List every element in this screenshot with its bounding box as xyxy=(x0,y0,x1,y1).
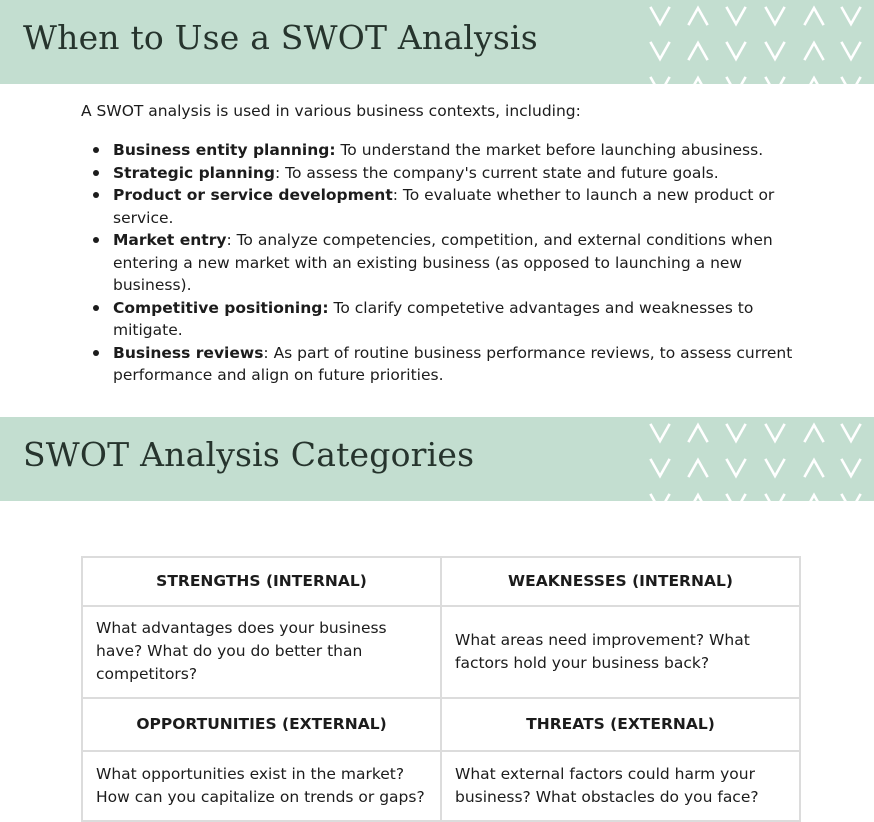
chevron-pattern-icon xyxy=(640,0,874,84)
opportunities-header: OPPORTUNITIES (EXTERNAL) xyxy=(82,698,441,751)
list-item xyxy=(113,184,813,229)
table-row xyxy=(82,557,800,606)
item-term: Strategic planning xyxy=(113,163,275,182)
section-header-band xyxy=(0,0,874,84)
list-item xyxy=(113,229,813,297)
table-row xyxy=(82,751,800,821)
section-header-band xyxy=(0,417,874,501)
section-title: SWOT Analysis Categories xyxy=(23,435,475,474)
list-item xyxy=(113,162,813,185)
item-term: Market entry xyxy=(113,231,227,249)
chevron-pattern-icon xyxy=(640,417,874,501)
opportunities-questions: What opportunities exist in the market? How can you capitalize on trends or gaps? xyxy=(82,751,441,821)
intro-text: A SWOT analysis is used in various business contexts, including: xyxy=(81,102,581,120)
item-text: To understand the market before launching abusiness. xyxy=(335,141,764,159)
weaknesses-header: WEAKNESSES (INTERNAL) xyxy=(441,557,800,606)
table-row xyxy=(82,698,800,751)
list-item xyxy=(113,342,813,387)
item-text: : To analyze competencies, competition, and external conditions when entering a new market with an existing business (as opposed to launching a new business). xyxy=(113,231,773,294)
item-text: : As part of routine business performance reviews, to assess current performance and align on future priorities. xyxy=(113,343,793,384)
item-term: Business entity planning: xyxy=(113,141,336,159)
item-term: Competitive positioning: xyxy=(113,298,329,317)
item-text: To clarify competetive advantages and weaknesses to mitigate. xyxy=(113,298,754,339)
strengths-header: STRENGTHS (INTERNAL) xyxy=(82,557,441,606)
list-item xyxy=(113,139,813,162)
threats-questions: What external factors could harm your business? What obstacles do you face? xyxy=(441,751,800,821)
swot-table xyxy=(81,556,801,822)
section-title: When to Use a SWOT Analysis xyxy=(23,18,538,57)
list-item xyxy=(113,297,813,342)
strengths-questions: What advantages does your business have? What do you do better than competitors? xyxy=(82,606,441,698)
table-row xyxy=(82,606,800,698)
usage-list xyxy=(113,139,813,387)
item-text: : To assess the company's current state and future goals. xyxy=(274,163,719,182)
item-term: Product or service development xyxy=(113,186,393,204)
item-text: : To evaluate whether to launch a new product or service. xyxy=(113,186,775,227)
weaknesses-questions: What areas need improvement? What factors hold your business back? xyxy=(441,606,800,698)
item-term: Business reviews xyxy=(113,343,264,362)
threats-header: THREATS (EXTERNAL) xyxy=(441,698,800,751)
